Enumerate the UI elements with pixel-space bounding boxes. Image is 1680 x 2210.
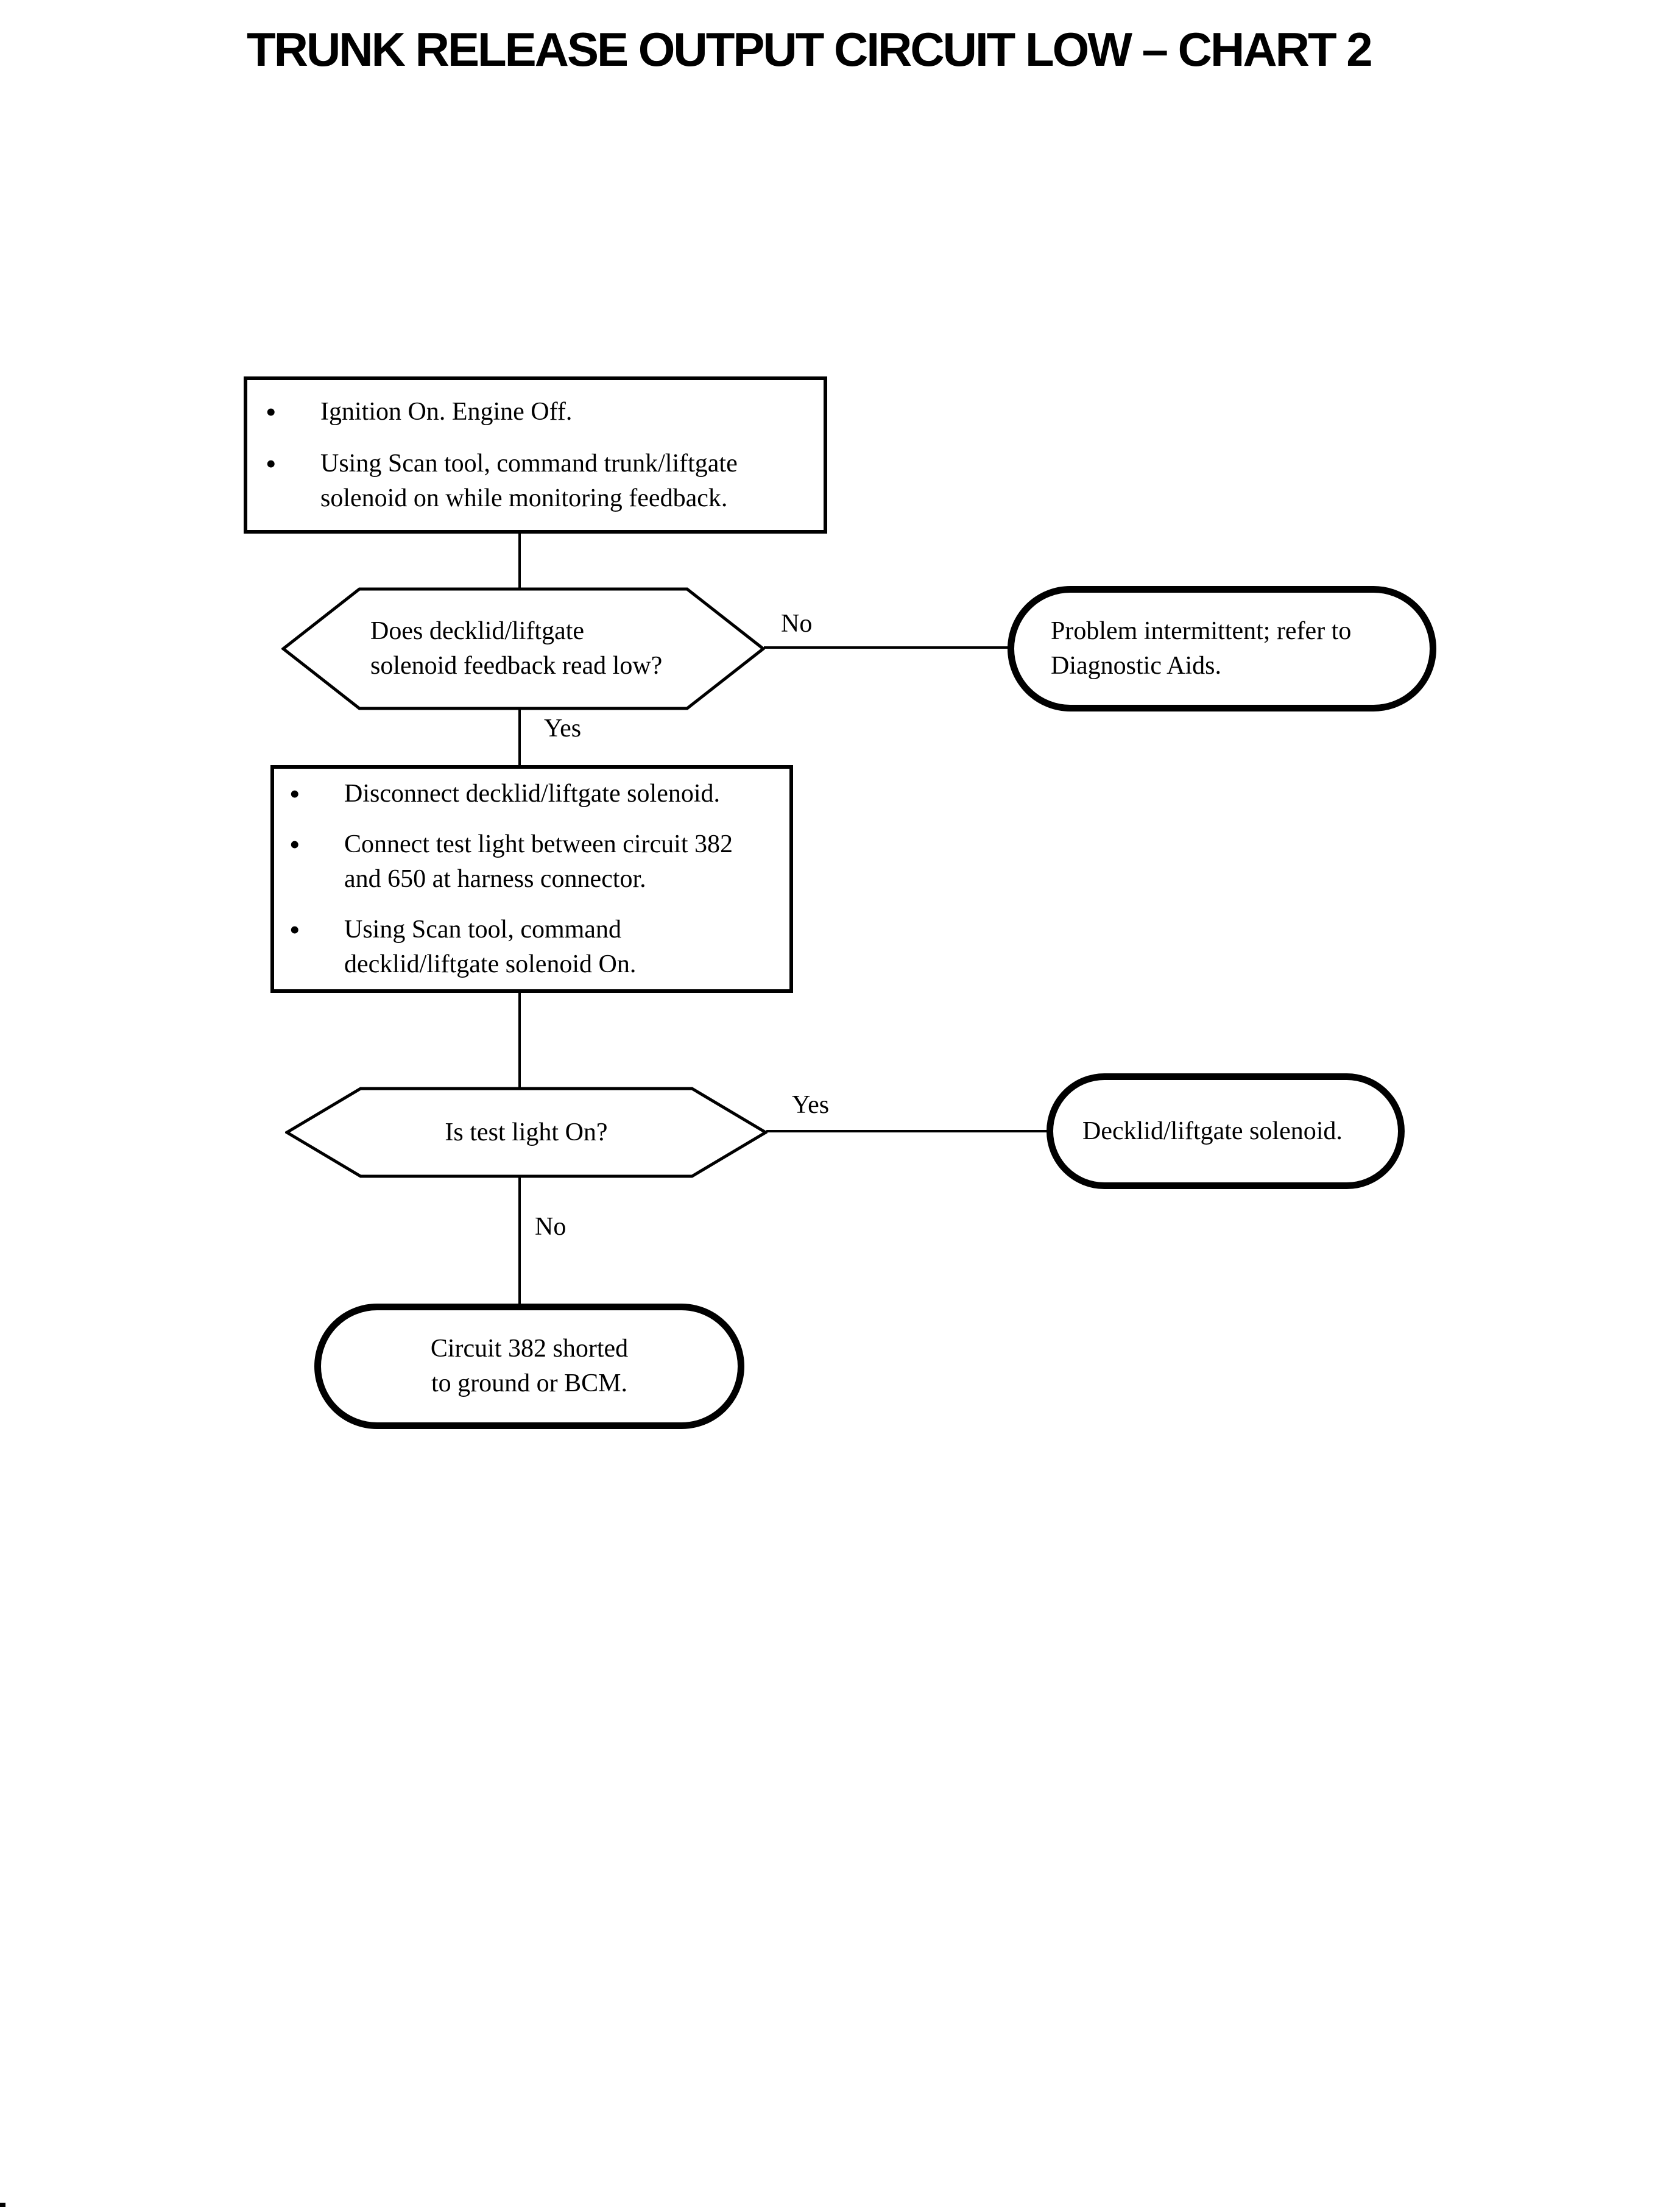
bullet-item xyxy=(289,913,789,982)
bullet-text-line: decklid/liftgate solenoid On. xyxy=(344,950,637,978)
connector-decision1-to-terminal1 xyxy=(764,646,1009,649)
page-title: TRUNK RELEASE OUTPUT CIRCUIT LOW – CHART 2 xyxy=(247,23,1371,76)
bullet-item xyxy=(266,447,824,516)
bullet-text-line: solenoid on while monitoring feedback. xyxy=(320,484,728,512)
decision-hexagon-test-light xyxy=(285,1087,768,1178)
terminal-text-line: Decklid/liftgate solenoid. xyxy=(1082,1117,1343,1145)
bullet-text-line: Using Scan tool, command xyxy=(344,915,621,944)
bullet-text-line: Connect test light between circuit 382 xyxy=(344,830,733,858)
connector-decision1-to-step2 xyxy=(518,709,521,766)
edge-label-no-decision2: No xyxy=(535,1213,566,1241)
terminal-circuit-382-shorted xyxy=(314,1304,744,1429)
connector-decision2-to-terminal2 xyxy=(766,1130,1048,1132)
decision-text-line: Does decklid/liftgate xyxy=(370,617,585,645)
bullet-text-line: and 650 at harness connector. xyxy=(344,864,646,893)
edge-label-yes-decision1: Yes xyxy=(544,715,582,743)
bullet-icon: • xyxy=(266,394,277,429)
decision-text-line: solenoid feedback read low? xyxy=(370,652,663,680)
terminal-text-line: Circuit 382 shorted xyxy=(430,1335,629,1363)
process-box-test-light-setup xyxy=(270,765,793,993)
process-box-ignition-scan xyxy=(244,376,827,534)
decision-hexagon-feedback-low xyxy=(281,587,765,710)
bullet-icon: • xyxy=(266,446,277,481)
bullet-item xyxy=(289,777,789,811)
bullet-icon: • xyxy=(289,827,300,861)
decision-text-line: Is test light On? xyxy=(445,1118,608,1146)
terminal-decklid-liftgate-solenoid xyxy=(1046,1073,1405,1189)
terminal-text-line: Problem intermittent; refer to xyxy=(1051,617,1352,645)
terminal-text-line: to ground or BCM. xyxy=(431,1369,627,1397)
terminal-text-line: Diagnostic Aids. xyxy=(1051,652,1221,680)
bullet-icon: • xyxy=(289,776,300,811)
connector-step2-to-decision2 xyxy=(518,992,521,1088)
connector-decision2-to-terminal3 xyxy=(518,1177,521,1304)
bullet-icon: • xyxy=(289,912,300,947)
bullet-text-line: Disconnect decklid/liftgate solenoid. xyxy=(344,779,720,808)
scan-artifact-speck xyxy=(0,2203,5,2207)
bullet-item xyxy=(289,827,789,897)
edge-label-yes-decision2: Yes xyxy=(792,1091,830,1119)
bullet-text-line: Using Scan tool, command trunk/liftgate xyxy=(320,449,738,478)
bullet-item xyxy=(266,395,824,429)
connector-step1-to-decision1 xyxy=(518,532,521,588)
edge-label-no-decision1: No xyxy=(781,610,813,638)
terminal-problem-intermittent xyxy=(1008,586,1436,711)
bullet-text-line: Ignition On. Engine Off. xyxy=(320,397,573,426)
